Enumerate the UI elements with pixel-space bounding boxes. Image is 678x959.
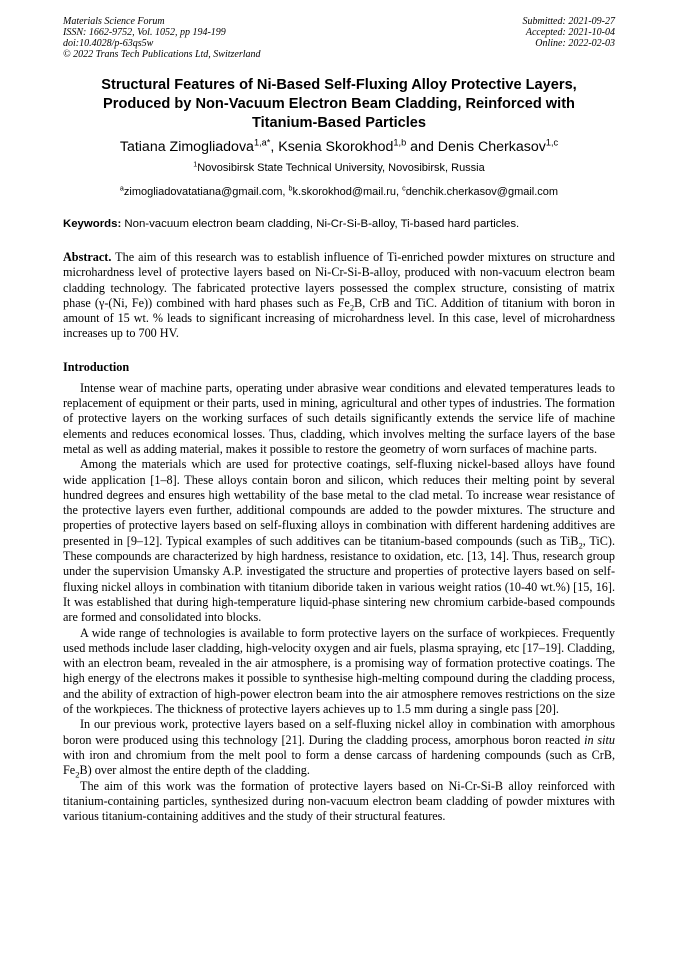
email-address: zimogliadovatatiana@gmail.com, bbox=[123, 186, 289, 198]
journal-info bbox=[63, 16, 261, 60]
email-address: k.skorokhod@mail.ru, bbox=[292, 186, 403, 198]
body-paragraph bbox=[63, 717, 615, 778]
paper-title: Structural Features of Ni-Based Self-Fluxing Alloy Protective Layers, Produced by Non-Vacuum Electron Beam Cladding, Reinforced with Titanium-Based Particles bbox=[101, 77, 577, 131]
body-paragraph bbox=[63, 457, 615, 625]
author-affil-mark: 1,a* bbox=[253, 137, 271, 148]
author-name: Ksenia Skorokhod bbox=[278, 139, 394, 155]
author-separator: , bbox=[270, 139, 279, 155]
subscript: 2 bbox=[578, 540, 583, 551]
affiliation-text: Novosibirsk State Technical University, Novosibirsk, Russia bbox=[197, 162, 485, 174]
keywords-text: Non-vacuum electron beam cladding, Ni-Cr-Si-B-alloy, Ti-based hard particles. bbox=[121, 218, 520, 230]
keywords-label: Keywords: bbox=[63, 218, 122, 230]
journal-name: Materials Science Forum bbox=[63, 16, 165, 27]
dates-info bbox=[523, 16, 616, 60]
email-mark: a bbox=[119, 184, 124, 193]
subscript: 2 bbox=[75, 769, 80, 780]
paragraph-text: , TiC). These compounds are characterized by high hardness, resistance to oxidation, etc. [13, 14]. Thus, research group under the supervision Umansky A.P. investigated the structure and properties of protective layers based on self-fluxing nickel alloys in combination with titanium diboride taken in various weight ratios (10-40 wt.%) [15, 16]. It was established that during high-temperature liquid-phase sintering new chromium carbide-based compounds are formed and consolidated into blocks. bbox=[63, 533, 615, 625]
author-emails bbox=[63, 185, 615, 199]
body-paragraph: Intense wear of machine parts, operating under abrasive wear conditions and elevated temperatures leads to replacement of equipment or their parts, used in mining, agricultural and other types of industries. The formation of protective layers on the working surfaces of such details significantly extends the service life of machine elements and reduces economical losses. Thus, cladding, which involves melting the surface layers of the base metal as well as adding material, makes it possible to restore the geometry of worn surfaces of machine parts. bbox=[63, 380, 615, 456]
paragraph-text: with iron and chromium from the melt pool to form a dense carcass of hardening compounds (such as CrB, Fe bbox=[63, 747, 615, 778]
author-separator: and bbox=[406, 139, 438, 155]
email-mark: b bbox=[288, 184, 293, 193]
keywords bbox=[63, 217, 615, 231]
issn-line: ISSN: 1662-9752, Vol. 1052, pp 194-199 bbox=[63, 27, 226, 38]
copyright-line: © 2022 Trans Tech Publications Ltd, Switzerland bbox=[63, 49, 261, 60]
affiliation-mark: 1 bbox=[193, 160, 198, 169]
paragraph-text: B) over almost the entire depth of the cladding. bbox=[79, 763, 310, 778]
submitted-date: Submitted: 2021-09-27 bbox=[522, 16, 615, 27]
body-paragraph: A wide range of technologies is available to form protective layers on the surface of workpieces. Frequently used methods include laser cladding, high-velocity oxygen and air fuels, plasma spraying, etc [17–19]. Cladding, with an electron beam, revealed in the air atmosphere, is a promising way of formation protective coatings. The high energy of the electrons makes it possible to synthesise high-melting compound during the cladding process, and the ability of extraction of high-power electron beam into the air atmosphere removes restrictions on the size of the workpieces. The thickness of protective layers achieves up to 1.5 mm during a single pass [20]. bbox=[63, 625, 615, 717]
doi-line: doi:10.4028/p-63qs5w bbox=[63, 38, 154, 49]
author-name: Denis Cherkasov bbox=[437, 139, 546, 155]
abstract-text: B, CrB and TiC. Addition of titanium with boron in amount of 15 wt. % leads to significant increasing of microhardness level. In this case, level of microhardness increases up to 700 HV. bbox=[63, 295, 616, 341]
abstract-label: Abstract. bbox=[63, 250, 112, 264]
paragraph-text: In our previous work, protective layers based on a self-fluxing nickel alloy in combination with amorphous boron were produced using this technology [21]. During the cladding process, amorphous boron reacted bbox=[63, 717, 615, 747]
affiliation bbox=[63, 161, 615, 175]
abstract-text: The aim of this research was to establish influence of Ti-enriched powder mixtures on structure and microhardness level of protective layers based on Ni-Cr-Si-B-alloy, produced with non-vacuum electron beam cladding technology. The fabricated protective layers possessed the complex structure, consisting of matrix phase (γ-(Ni, Fe)) combined with hard phases such as Fe bbox=[63, 250, 615, 310]
abstract bbox=[63, 250, 615, 342]
accepted-date: Accepted: 2021-10-04 bbox=[525, 27, 615, 38]
publication-header bbox=[63, 16, 615, 60]
body-paragraph: The aim of this work was the formation of protective layers based on Ni-Cr-Si-B alloy reinforced with titanium-containing particles, synthesized during non-vacuum electron beam cladding of powder mixtures with various titanium-containing additives and the study of their structural features. bbox=[63, 778, 615, 824]
italic-text: in situ bbox=[584, 732, 615, 747]
email-mark: c bbox=[402, 184, 406, 193]
email-address: denchik.cherkasov@gmail.com bbox=[405, 186, 559, 198]
author-list bbox=[63, 139, 615, 156]
section-heading-introduction: Introduction bbox=[63, 359, 130, 374]
author-affil-mark: 1,c bbox=[545, 137, 559, 148]
author-name: Tatiana Zimogliadova bbox=[119, 139, 254, 155]
subscript: 2 bbox=[349, 302, 355, 313]
author-affil-mark: 1,b bbox=[393, 137, 407, 148]
paragraph-text: Among the materials which are used for protective coatings, self-fluxing nickel-based alloys have found wide application [1–8]. These alloys contain boron and silicon, which reduces their melting point by several hundred degrees and ensures high wettability of the base metal to the clad metal. To increase wear resistance of the protective layers even further, additional compounds are added to the powder mixtures. The structure and properties of protective layers based on self-fluxing alloys in combination with different hardening additives are presented in [9–12]. Typical examples of such additives can be titanium-based compounds (such as TiB bbox=[63, 457, 615, 548]
online-date: Online: 2022-02-03 bbox=[535, 38, 615, 49]
